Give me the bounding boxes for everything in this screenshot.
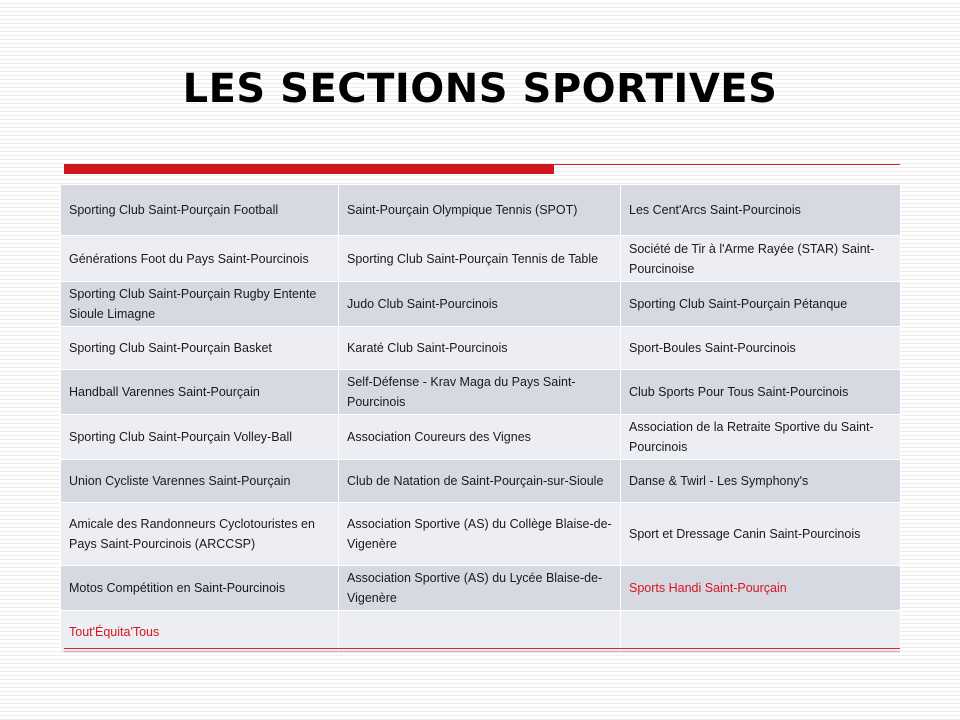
table-cell: Danse & Twirl - Les Symphony's	[621, 460, 901, 503]
table-cell: Self-Défense - Krav Maga du Pays Saint-Pourcinois	[339, 370, 621, 415]
table-row	[61, 503, 901, 566]
table-row	[61, 185, 901, 236]
table-cell: Sporting Club Saint-Pourçain Volley-Ball	[61, 415, 339, 460]
table-cell: Sport-Boules Saint-Pourcinois	[621, 327, 901, 370]
table-row	[61, 236, 901, 282]
table-row	[61, 566, 901, 611]
table-cell: Association Sportive (AS) du Lycée Blaise-de-Vigenère	[339, 566, 621, 611]
table-cell: Amicale des Randonneurs Cyclotouristes en Pays Saint-Pourcinois (ARCCSP)	[61, 503, 339, 566]
table-cell: Club de Natation de Saint-Pourçain-sur-Sioule	[339, 460, 621, 503]
table-cell: Union Cycliste Varennes Saint-Pourçain	[61, 460, 339, 503]
table-cell: Motos Compétition en Saint-Pourcinois	[61, 566, 339, 611]
table-cell: Sporting Club Saint-Pourçain Football	[61, 185, 339, 236]
table-cell: Sport et Dressage Canin Saint-Pourcinois	[621, 503, 901, 566]
table-cell: Judo Club Saint-Pourcinois	[339, 282, 621, 327]
table-row	[61, 327, 901, 370]
table-cell: Saint-Pourçain Olympique Tennis (SPOT)	[339, 185, 621, 236]
table-cell: Sporting Club Saint-Pourçain Pétanque	[621, 282, 901, 327]
table-cell: Sporting Club Saint-Pourçain Tennis de Table	[339, 236, 621, 282]
table-cell-highlighted: Tout'Équita'Tous	[61, 611, 339, 654]
slide-title: LES SECTIONS SPORTIVES	[182, 66, 778, 112]
table-row	[61, 460, 901, 503]
footer-divider-line	[64, 648, 900, 649]
table-cell: Générations Foot du Pays Saint-Pourcinois	[61, 236, 339, 282]
table-row	[61, 282, 901, 327]
table-cell: Association de la Retraite Sportive du Saint-Pourcinois	[621, 415, 901, 460]
table-cell: Handball Varennes Saint-Pourçain	[61, 370, 339, 415]
table-cell: Les Cent'Arcs Saint-Pourcinois	[621, 185, 901, 236]
table-cell: Karaté Club Saint-Pourcinois	[339, 327, 621, 370]
table-cell-highlighted: Sports Handi Saint-Pourçain	[621, 566, 901, 611]
table-row	[61, 415, 901, 460]
table-cell: Société de Tir à l'Arme Rayée (STAR) Saint-Pourcinoise	[621, 236, 901, 282]
footer-divider-line-secondary	[64, 651, 900, 652]
sections-table	[60, 184, 901, 654]
table-cell: Club Sports Pour Tous Saint-Pourcinois	[621, 370, 901, 415]
table-cell: Sporting Club Saint-Pourçain Rugby Entente Sioule Limagne	[61, 282, 339, 327]
header-accent-bar	[64, 164, 554, 174]
table-row	[61, 370, 901, 415]
table-cell: Sporting Club Saint-Pourçain Basket	[61, 327, 339, 370]
table-cell: Association Coureurs des Vignes	[339, 415, 621, 460]
table-cell: Association Sportive (AS) du Collège Blaise-de-Vigenère	[339, 503, 621, 566]
